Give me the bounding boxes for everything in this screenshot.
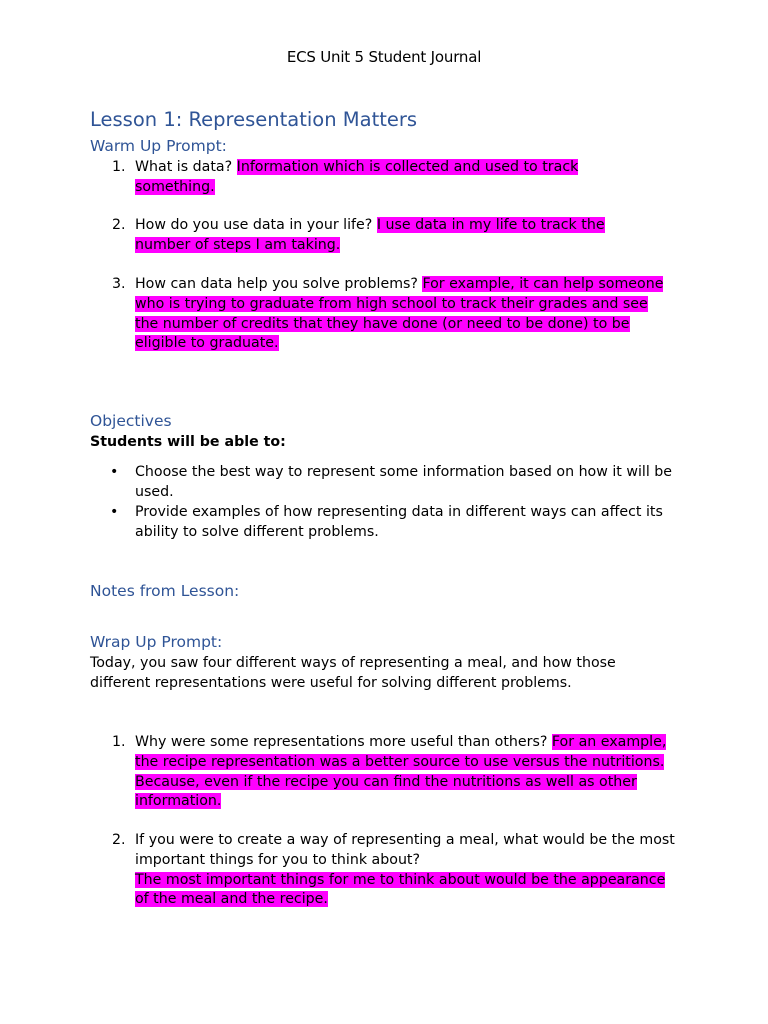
bullet-icon: • bbox=[110, 504, 119, 520]
objectives-subheading: Students will be able to: bbox=[90, 434, 286, 450]
answer-text: For an example, the recipe representation was a better source to use versus the nutritions. Because, even if the recipe you can find the nutritions as well as other information. bbox=[135, 734, 667, 810]
lesson-title: Lesson 1: Representation Matters bbox=[90, 108, 418, 131]
list-item-text bbox=[135, 275, 670, 354]
list-number: 2. bbox=[112, 217, 126, 233]
question-text: If you were to create a way of representing a meal, what would be the most important things for you to think about? bbox=[135, 832, 675, 868]
question-text: Why were some representations more useful than others? bbox=[135, 734, 552, 750]
list-item-text bbox=[135, 733, 667, 812]
answer-text: I use data in my life to track the number of steps I am taking. bbox=[135, 217, 605, 253]
notes-heading: Notes from Lesson: bbox=[90, 582, 240, 600]
question-text: How do you use data in your life? bbox=[135, 217, 377, 233]
answer-text: The most important things for me to think about would be the appearance of the meal and the recipe. bbox=[135, 871, 666, 908]
bullet-icon: • bbox=[110, 464, 119, 480]
question-text: What is data? bbox=[135, 159, 237, 175]
list-number: 2. bbox=[112, 832, 126, 848]
answer-text: Information which is collected and used to track something. bbox=[135, 159, 579, 195]
wrapup-heading: Wrap Up Prompt: bbox=[90, 633, 223, 651]
list-number: 1. bbox=[112, 734, 126, 750]
list-item-text bbox=[135, 216, 640, 256]
question-text: How can data help you solve problems? bbox=[135, 276, 423, 292]
list-number: 1. bbox=[112, 159, 126, 175]
answer-text: For example, it can help someone who is trying to graduate from high school to track their grades and see the number of credits that they have done (or need to be done) to be eligible to graduate. bbox=[135, 276, 664, 352]
list-item-text bbox=[135, 831, 675, 910]
list-item-text: Choose the best way to represent some information based on how it will be used. bbox=[135, 464, 673, 500]
list-item-text bbox=[135, 158, 615, 198]
objectives-heading: Objectives bbox=[90, 412, 172, 430]
wrapup-intro: Today, you saw four different ways of representing a meal, and how those different representations were useful for solving different problems. bbox=[90, 655, 616, 691]
list-item-text: Provide examples of how representing data in different ways can affect its ability to solve different problems. bbox=[135, 504, 663, 540]
warmup-heading: Warm Up Prompt: bbox=[90, 137, 227, 155]
page-header: ECS Unit 5 Student Journal bbox=[286, 48, 482, 66]
list-number: 3. bbox=[112, 276, 126, 292]
